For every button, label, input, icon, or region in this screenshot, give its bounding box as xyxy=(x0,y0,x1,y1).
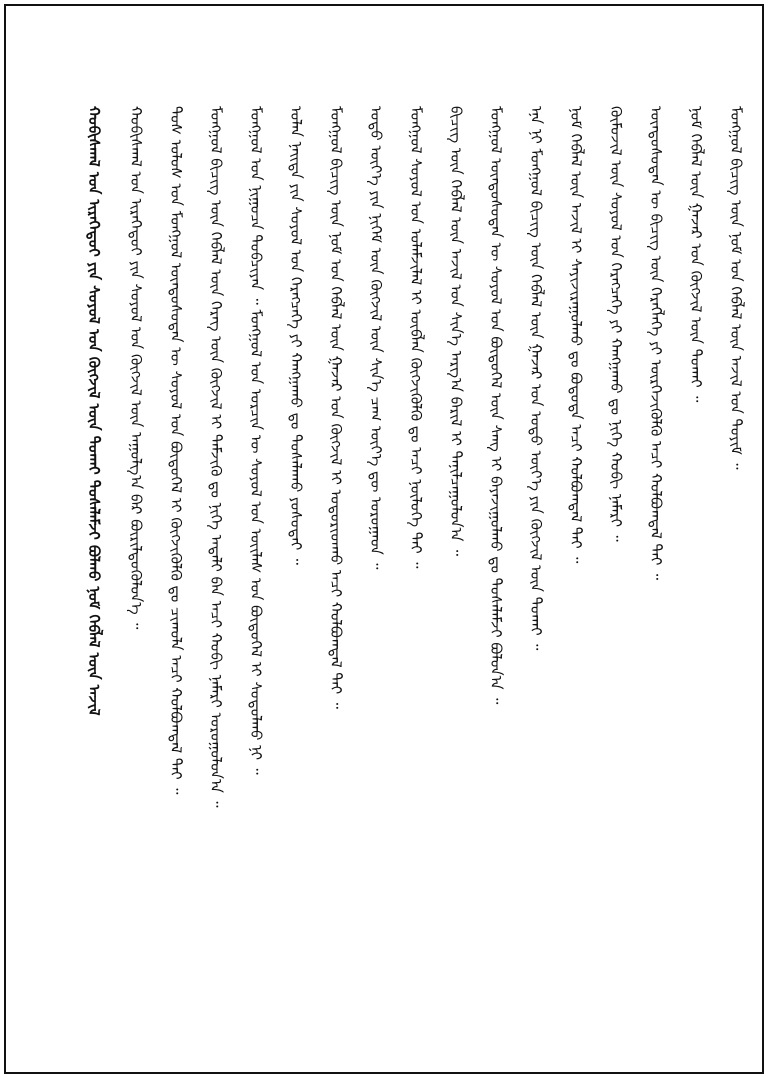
document-line-text: ᠮᠣᠩᠭᠣᠯ ᠤᠨ ᠨᠢᠭᠤᠴᠠ ᠲᠣᠪᠴᠢᠶᠠᠨ ᠃ ᠮᠣᠩᠭᠣᠯ ᠤᠨ ᠣᠷᠴᠢᠨ ᠦ ᠰᠣᠶᠤᠯ ᠤᠨ ᠦᠢᠯᠡᠰ ᠤᠨ ᠪᠦᠲᠦᠭᠡᠯ ᠢ ᠰᠤᠳᠤᠯᠬᠤ ᠨᠢ ᠃ xyxy=(247,106,265,775)
document-line-text: ᠮᠣᠩᠭᠣᠯ ᠦᠨᠳᠦᠰᠦᠲᠡᠨ ᠦ ᠰᠣᠶᠤᠯ ᠤᠨ ᠪᠦᠲᠦᠭᠡᠯ ᠦᠨ ᠰᠠᠩ ᠢ ᠪᠠᠶᠠᠵᠢᠭᠤᠯᠬᠤ ᠳᠤ ᠲᠤᠰᠠᠯᠠᠮᠵᠢ ᠪᠣᠯᠤᠨ᠎ᠠ ᠃ xyxy=(487,106,505,705)
document-line-text: ᠨᠣᠮ ᠬᠡᠪᠯᠡᠯ ᠦᠨ ᠭᠠᠵᠠᠷ ᠤᠨ ᠬᠥᠭᠵᠢᠯ ᠦᠨ ᠲᠤᠬᠠᠢ ᠃ xyxy=(687,106,705,403)
document-line-text: ᠮᠣᠩᠭᠣᠯ ᠪᠢᠴᠢᠭ ᠦᠨ ᠨᠣᠮ ᠤᠨ ᠬᠡᠪᠯᠡᠯ ᠦᠨ ᠠᠵᠢᠯ ᠤᠨ ᠲᠣᠶᠢᠮ ᠃ xyxy=(727,106,745,470)
document-line-text: ᠣᠳᠣ ᠦᠶ᠎ᠡ ᠶᠢᠨ ᠨᠢᠭᠡᠮ ᠦᠨ ᠬᠥᠭᠵᠢᠯ ᠦᠨ ᠰᠢᠨ᠎ᠡ ᠴᠠᠭ ᠦᠶ᠎ᠡ ᠳᠦ ᠣᠷᠣᠭᠠᠳ ᠃ xyxy=(367,106,385,570)
document-line-text: ᠮᠣᠩᠭᠣᠯ ᠪᠢᠴᠢᠭ ᠦᠨ ᠨᠣᠮ ᠤᠨ ᠬᠡᠪᠯᠡᠯ ᠦᠨ ᠭᠠᠵᠠᠷ ᠤᠨ ᠬᠥᠭᠵᠢᠯ ᠢ ᠤᠳᠤᠷᠢᠳᠬᠤ ᠠᠴᠢ ᠬᠣᠯᠪᠣᠭᠳᠠᠯ ᠲᠠᠢ ᠃ xyxy=(327,106,345,709)
page-frame xyxy=(4,4,764,1074)
document-line-text: ᠣᠯᠠᠨ ᠨᠡᠢᠲᠡ ᠶᠢᠨ ᠰᠣᠶᠤᠯ ᠤᠨ ᠬᠡᠷᠡᠭᠴᠡᠭᠡ ᠶᠢ ᠬᠠᠩᠭᠠᠬᠤ ᠳᠤ ᠲᠤᠰᠠᠯᠠᠬᠤ ᠶᠤᠰᠤᠲᠠᠢ ᠃ xyxy=(287,106,305,565)
document-line-text: ᠮᠣᠩᠭᠣᠯ ᠪᠢᠴᠢᠭ ᠦᠨ ᠬᠡᠪᠯᠡᠯ ᠦᠨ ᠬᠡᠷᠡᠭ ᠦᠨ ᠬᠥᠭᠵᠢᠯ ᠢ ᠳᠡᠮᠵᠢᠬᠦ ᠳᠤ ᠨᠢᠭᠡ ᠠᠳᠠᠯᠢ ᠪᠠᠨ ᠠᠴᠢ ᠬᠤᠪᠢ ᠨᠡᠮᠡᠷᠢ ᠣᠷᠣᠭᠤᠯᠤᠨ᠎ᠠ ᠃ xyxy=(207,106,225,808)
document-line-text: ᠪᠢᠴᠢᠭ ᠦᠨ ᠬᠡᠪᠯᠡᠯ ᠦᠨ ᠠᠵᠢᠯ ᠤᠨ ᠰᠢᠨ᠎ᠡ ᠠᠷᠭ᠎ᠠ ᠪᠠᠷᠢᠯ ᠢ ᠲᠠᠨᠢᠯᠴᠠᠭᠤᠯᠤᠨ᠎ᠠ ᠃ xyxy=(447,106,465,557)
document-line-text: ᠮᠣᠩᠭᠣᠯ ᠰᠣᠶᠤᠯ ᠤᠨ ᠤᠯᠠᠮᠵᠢᠯᠠᠯ ᠢ ᠥᠪᠯᠡᠨ ᠬᠥᠭᠵᠢᠭᠦᠯᠬᠦ ᠳᠤ ᠠᠴᠢ ᠨᠥᠯᠥᠭᠡ ᠲᠠᠢ ᠃ xyxy=(407,106,425,569)
document-line-text: ᠬᠦᠮᠦᠵᠢᠯ ᠦᠨ ᠰᠣᠶᠤᠯ ᠤᠨ ᠬᠡᠷᠡᠭᠴᠡᠭᠡ ᠶᠢ ᠬᠠᠩᠭᠠᠬᠤ ᠳᠤ ᠨᠢᠭᠡ ᠬᠤᠪᠢ ᠨᠡᠮᠡᠷᠢ ᠃ xyxy=(607,106,625,542)
document-line-text: ᠬᠤᠪᠢᠰᠬᠠᠯ ᠤᠨ ᠢᠷᠡᠭᠡᠳᠦᠢ ᠶᠢᠨ ᠰᠣᠶᠤᠯ ᠤᠨ ᠬᠥᠭᠵᠢᠯ ᠦᠨ ᠠᠭᠤᠯᠭ᠎ᠠ ᠪᠠᠷ ᠪᠦᠷᠢᠯᠳᠦᠭᠦᠯᠦᠨ᠎ᠡ ᠃ xyxy=(127,106,145,630)
document-line-text: ᠡᠨᠡ ᠨᠢ ᠮᠣᠩᠭᠣᠯ ᠪᠢᠴᠢᠭ ᠦᠨ ᠬᠡᠪᠯᠡᠯ ᠦᠨ ᠭᠠᠵᠠᠷ ᠤᠨ ᠣᠳᠣ ᠦᠶ᠎ᠡ ᠶᠢᠨ ᠬᠥᠭᠵᠢᠯ ᠦᠨ ᠲᠤᠬᠠᠢ ᠃ xyxy=(527,106,545,651)
document-line-text: ᠦᠨᠳᠦᠰᠦᠲᠡᠨ ᠦ ᠪᠢᠴᠢᠭ ᠦᠨ ᠬᠡᠷᠡᠭᠯᠡᠭᠡ ᠶᠢ ᠥᠷᠭᠡᠵᠢᠭᠦᠯᠬᠦ ᠠᠴᠢ ᠬᠣᠯᠪᠣᠭᠳᠠᠯ ᠲᠠᠢ ᠃ xyxy=(647,106,665,581)
rotated-document-page xyxy=(6,6,762,1072)
heading-text: ᠬᠤᠪᠢᠰᠬᠠᠯ ᠤᠨ ᠢᠷᠡᠭᠡᠳᠦᠢ ᠶᠢᠨ ᠰᠣᠶᠤᠯ ᠤᠨ ᠬᠥᠭᠵᠢᠯ ᠦᠨ ᠲᠤᠬᠠᠢ ᠲᠤᠰᠠᠯᠠᠮᠵᠢ ᠪᠣᠯᠬᠤ ᠨᠣᠮ ᠬᠡᠪᠯᠡᠯ ᠦᠨ ᠠᠵᠢᠯ xyxy=(85,106,103,716)
document-line-text: ᠲᠤᠰ ᠤᠯᠤᠰ ᠤᠨ ᠮᠣᠩᠭᠣᠯ ᠦᠨᠳᠦᠰᠦᠲᠡᠨ ᠦ ᠰᠣᠶᠤᠯ ᠤᠨ ᠪᠦᠲᠦᠭᠡᠯ ᠢ ᠬᠥᠭᠵᠢᠭᠦᠯᠬᠦ ᠳᠤ ᠴᠢᠬᠤᠯᠠ ᠠᠴᠢ ᠬᠣᠯᠪᠣᠭᠳᠠᠯ ᠲᠠᠢ ᠃ xyxy=(167,106,185,795)
document-line-text: ᠨᠣᠮ ᠬᠡᠪᠯᠡᠯ ᠦᠨ ᠠᠵᠢᠯ ᠢ ᠰᠠᠶᠢᠵᠢᠷᠠᠭᠤᠯᠬᠤ ᠳᠤ ᠪᠣᠳᠤᠳᠠ ᠠᠴᠢ ᠬᠣᠯᠪᠣᠭᠳᠠᠯ ᠲᠠᠢ ᠃ xyxy=(567,106,585,564)
